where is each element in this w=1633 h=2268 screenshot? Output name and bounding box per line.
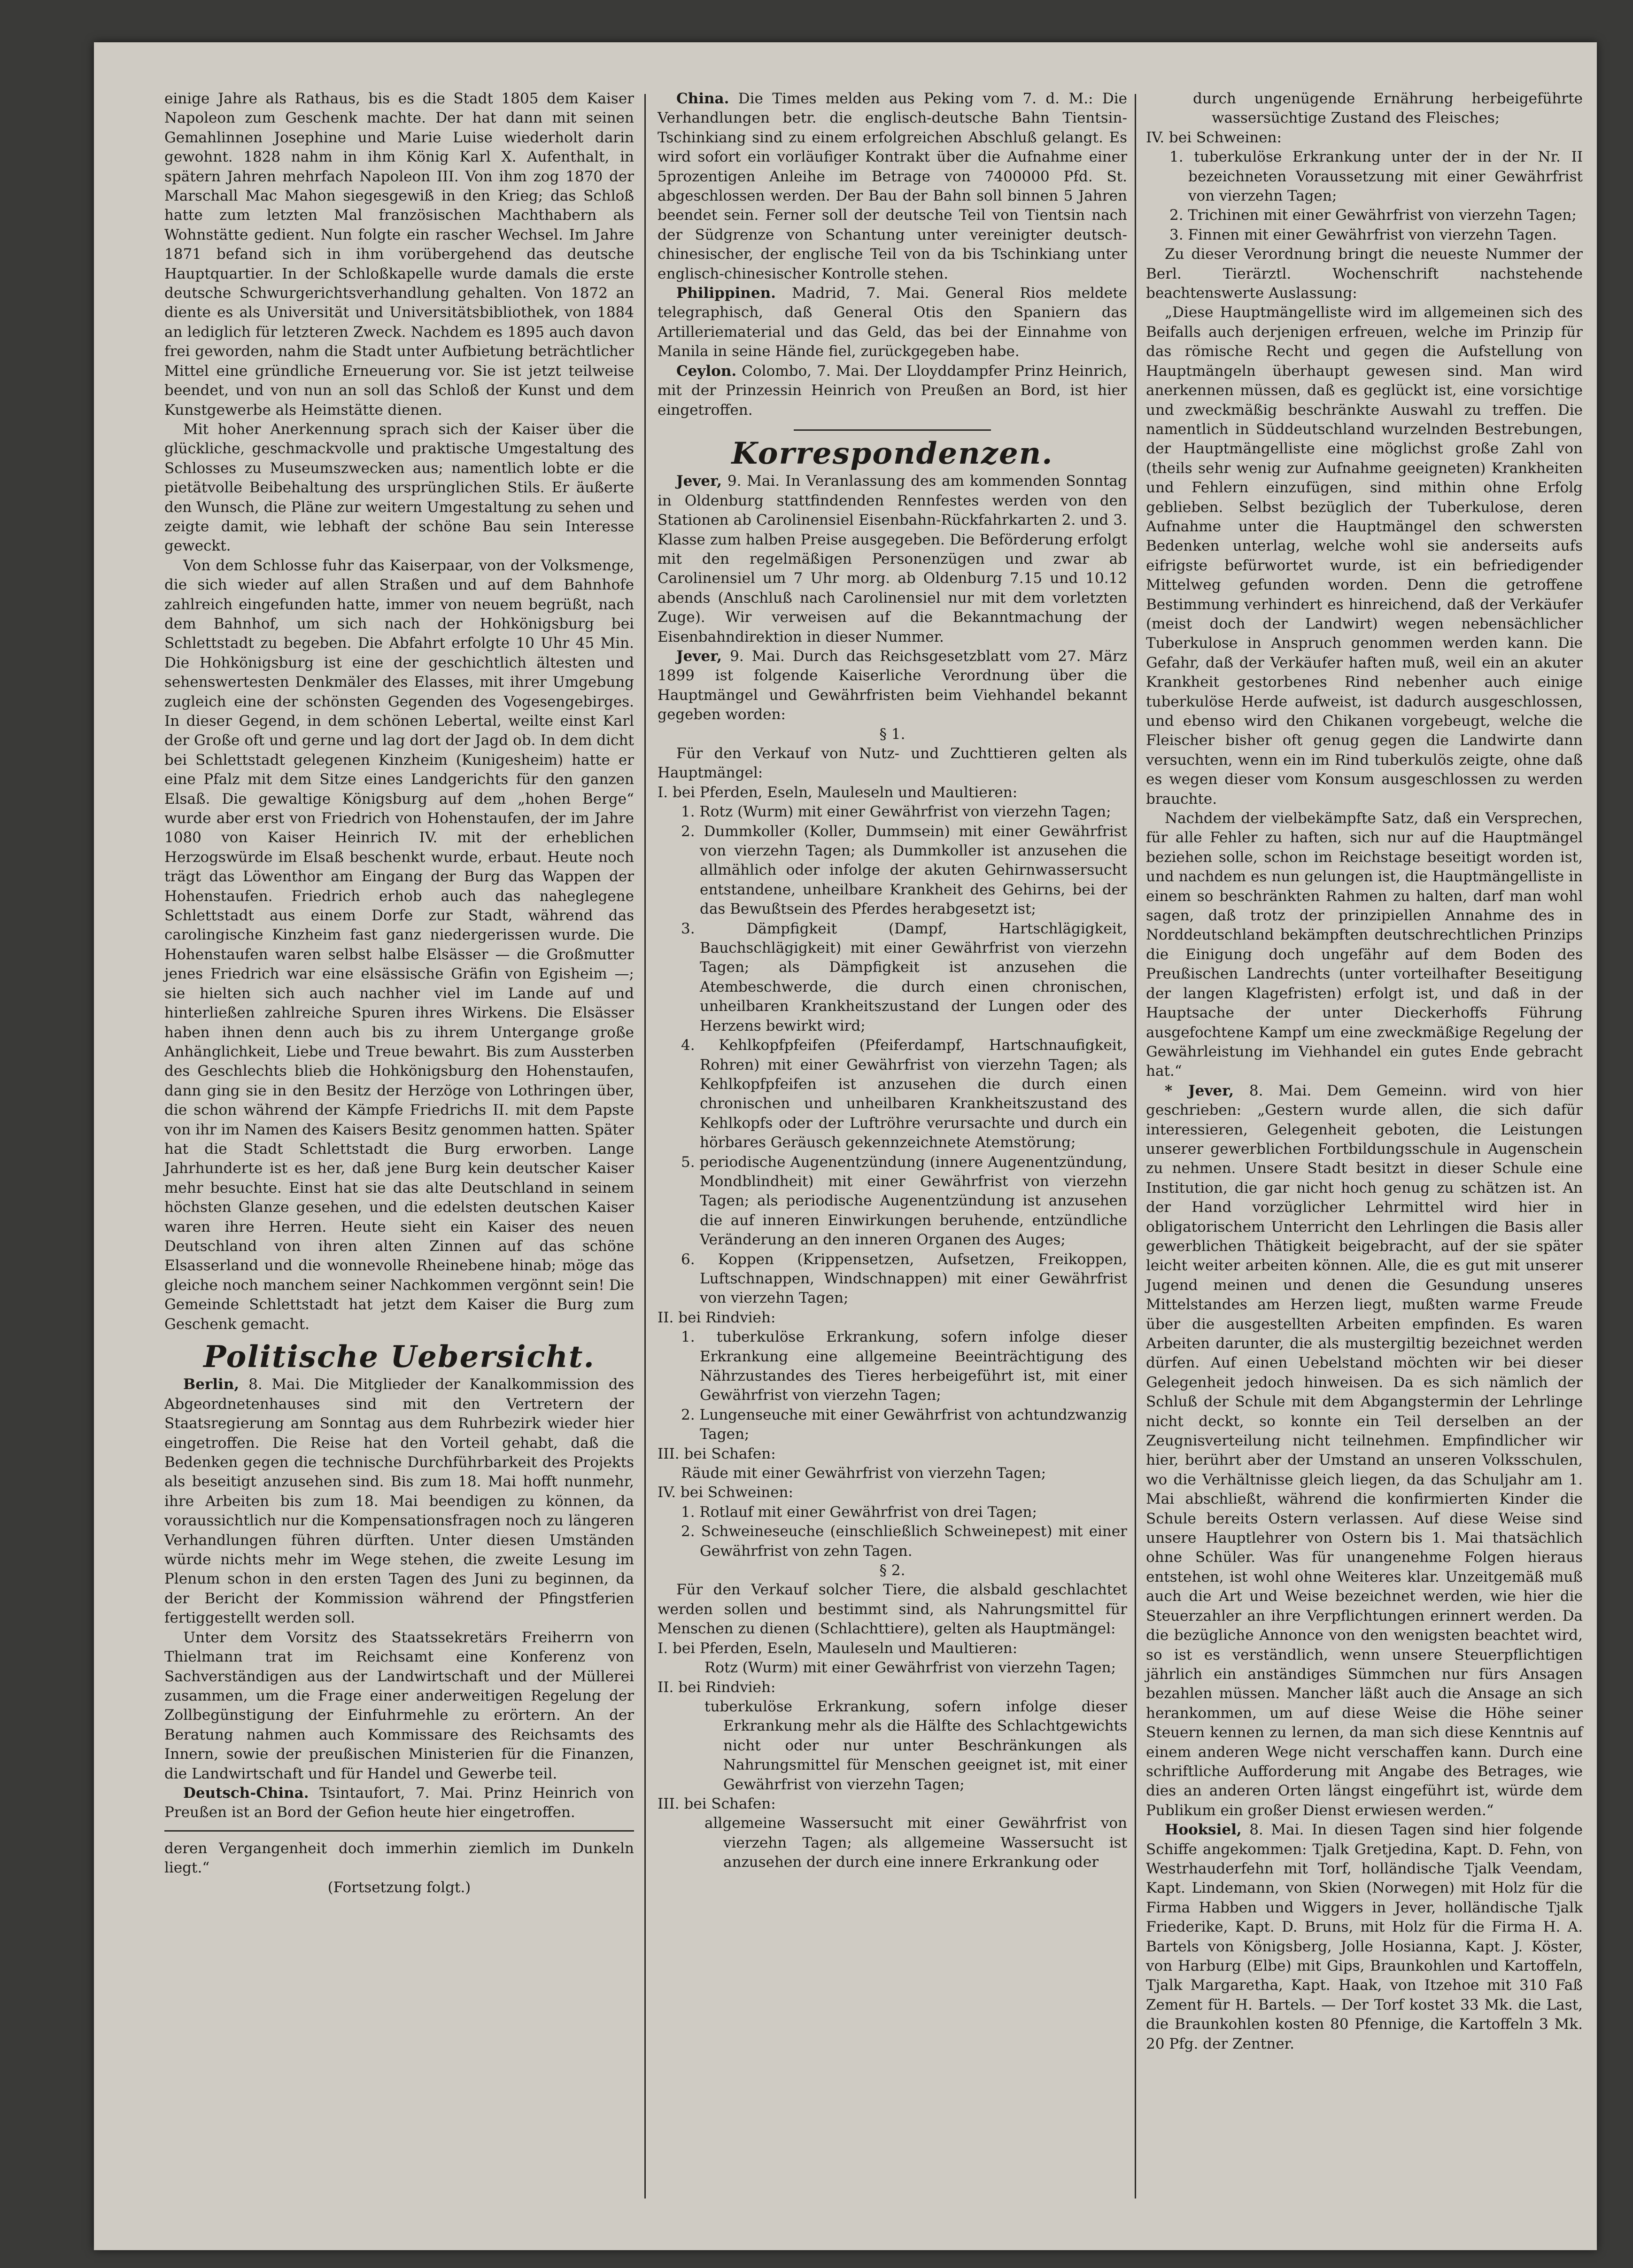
news-item-philippinen [658,284,1127,362]
separator-rule [794,429,991,431]
regulation-item: Räude mit einer Gewährfrist von vierzehn Tagen; [681,1465,1046,1482]
paragraph-number: § 2. [879,1562,906,1579]
news-item-china [658,89,1127,284]
regulation-item: 2. Lungenseuche mit einer Gewährfrist von achtundzwanzig Tagen; [681,1406,1127,1443]
news-item-jever [1146,1081,1583,1820]
regulation-item: 3. Finnen mit einer Gewährfrist von vierzehn Tagen. [1169,226,1557,243]
news-item-deutsch-china [164,1784,634,1823]
regulation-item: 2. Dummkoller (Koller, Dummsein) mit einer Gewährfrist von vierzehn Tagen; als Dummkoller ist anzusehen die allmählich oder infolge der akuten Gehirnwassersucht entstandene, unheilbare Krankheit des Gehirns, bei der das Bewußtsein des Pferdes herabgesetzt ist; [681,823,1127,918]
news-item-hooksiel [1146,1820,1583,2054]
news-text: 9. Mai. Durch das Reichsgesetzblatt vom 27. März 1899 ist folgende Kaiserliche Verordnung über die Hauptmängel und Gewährfristen beim Viehhandel bekannt gegeben worden: [658,647,1127,723]
article-text: „Diese Hauptmängelliste wird im allgemeinen sich des Beifalls auch derjenigen erfreuen, welche im Prinzip für das römische Recht und gegen die Aufstellung von Hauptmängeln überhaupt gewesen sind. Man wird anerkennen müssen, daß es geglückt ist, eine vorsichtige und zweckmäßig beschränkte Auswahl zu treffen. Die namentlich in Süddeutschland wurzelnden Bestrebungen, der Hauptmängelliste eine möglichst große Zahl von (theils sehr wenig zur Aufnahme geeigneten) Krankheiten und Fehlern einzufügen, sind mithin ohne Erfolg geblieben. Selbst bezüglich der Tuberkulose, deren Aufnahme unter die Hauptmängel den schwersten Bedenken unterlag, welche wohl sie anderseits aufs eifrigste befürwortet wurde, ist ein befriedigender Mittelweg gefunden worden. Denn die getroffene Bestimmung verhindert es hinreichend, daß der Verkäufer (meist doch der Landwirt) wegen nebensächlicher Tuberkulose in Anspruch genommen werden kann. Die Gefahr, daß der Verkäufer haften muß, weil ein an akuter Krankheit gestorbenes Rind nebenher auch einige tuberkulöse Herde aufweist, ist dadurch ausgeschlossen, und ebenso wird den Chikanen vorgebeugt, welche die Fleischer bisher oft genug gegen die Landwirte dann versuchten, wenn ein im Rind tuberkulös zeigte, ohne daß es wegen dieser vom Konsum ausgeschlossen zu werden brauchte. [1146,304,1583,808]
news-item-ceylon [658,362,1127,420]
article-text: Von dem Schlosse fuhr das Kaiserpaar, von der Volksmenge, die sich wieder auf allen Straßen und auf dem Bahnhofe zahlreich eingefunden hatte, immer von neuem begrüßt, nach dem Bahnhof, um sich nach der Hohkönigsburg bei Schlettstadt zu begeben. Die Abfahrt erfolgte 10 Uhr 45 Min. Die Hohkönigsburg ist eine der geschichtlich ältesten und sehenswertesten Denkmäler des Elasses, mit ihrer Umgebung zugleich eine der schönsten Gegenden des Vogesengebirges. In dieser Gegend, in dem schönen Lebertal, weilte einst Karl der Große oft und gerne und lag dort der Jagd ob. In dem dicht bei Schlettstadt gelegenen Kinzheim (Kunigesheim) hatte er eine Pfalz mit dem Sitze eines Landgerichts für den ganzen Elsaß. Die gewaltige Königsburg auf dem „hohen Berge“ wurde aber erst von Friedrich von Hohenstaufen, der im Jahre 1080 von Kaiser Heinrich IV. mit der erheblichen Herzogswürde im Elsaß beschenkt wurde, erbaut. Heute noch trägt das Löwenthor am Eingang der Burg das Wappen der Hohenstaufen. Friedrich erhob auch das naheglegene Schlettstadt aus einem Dorfe zur Stadt, während das carolingische Kinzheim fast ganz niedergerissen wurde. Die Hohenstaufen waren selbst halbe Elsässer — die Großmutter jenes Friedrich war eine elsässische Gräfin von Egisheim —; sie hielten sich auch nachher viel im Lande auf und hinterließen zahlreiche Spuren ihres Wirkens. Die Elsässer haben ihnen denn auch bis zu ihrem Untergange große Anhänglichkeit, Liebe und Treue bewahrt. Bis zum Aussterben des Geschlechts blieb die Hohkönigsburg den Hohenstaufen, dann ging sie in den Besitz der Herzöge von Lothringen über, die schon während der Kämpfe Friedrichs II. mit dem Papste von ihr im Namen des Kaisers Besitz genommen hatten. Später hat die Stadt Schlettstadt die Burg erworben. Lange Jahrhunderte ist es her, daß jene Burg kein deutscher Kaiser mehr besuchte. Einst hat sie das alte Deutschland in seinem höchsten Glanze gesehen, und die edelsten deutschen Kaiser waren ihre Herren. Heute sieht ein Kaiser des neuen Deutschland von ihren alten Zinnen auf das schöne Elsasserland und die wonnevolle Rheinebene hinab; möge das gleiche noch manchem seiner Nachkommen vergönnt sein! Die Gemeinde Schlettstadt hat jetzt dem Kaiser die Burg zum Geschenk gemacht. [164,557,634,1333]
news-text: 8. Mai. Dem Gemeinn. wird von hier geschrieben: „Gestern wurde allen, die sich dafür interessieren, Gelegenheit geboten, die Leistungen unserer gewerblichen Fortbildungsschule in Augenschein zu nehmen. Unsere Stadt besitzt in dieser Schule eine Institution, die gar nicht hoch genug zu schätzen ist. An der Hand vorzüglicher Lehrmittel wird hier in obligatorischem Unterricht den Lehrlingen die Basis aller gewerblichen Thätigkeit beigebracht, auf der sie später leicht weiter arbeiten können. Alle, die es gut mit unserer Jugend meinen und denen die Gesundung unseres Mittelstandes am Herzen liegt, mußten warme Freude über die ausgestellten Arbeiten empfinden. Es waren Arbeiten darunter, die als mustergiltig bezeichnet werden dürfen. Auf einen Uebelstand möchten wir bei dieser Gelegenheit jedoch hinweisen. Da es sich nämlich der Schluß der Schule mit dem Abgangstermin der Lehrlinge nicht deckt, so konnte ein Teil derselben an der Zeugnisverteilung nicht teilnehmen. Empfindlicher wir hier, berührt aber der Umstand an unseren Volksschulen, wo die Verhältnisse gleich liegen, da das Schuljahr am 1. Mai abschließt, während die konfirmierten Kinder die Schule bereits Ostern verlassen. Auf diese Weise sind unsere Hauptlehrer von Ostern bis 1. Mai thatsächlich ohne Schüler. Was für unangenehme Folgen hieraus entstehen, ist wohl ohne Weiteres klar. Unzeitgemäß muß auch die Art und Weise bezeichnet werden, wie hier die Steuerzahler an ihre Verpflichtungen erinnert werden. Da die bezügliche Annonce von den wenigsten beachtet wird, so ist es verständlich, wenn unsere Steuerpflichtigen jährlich ein anständiges Sümmchen nur fürs Ansagen bezahlen müssen. Mancher läßt auch die Ansage an sich herankommen, um auf diese Weise die Höhe seiner Steuern kennen zu lernen, da man sich diese Kenntnis auf einem anderen Wege nicht verschaffen kann. Durch eine schriftliche Aufforderung mit Angabe des Betrages, wie dies an anderen Orten längst eingeführt ist, würde dem Publikum ein großer Dienst erwiesen werden.“ [1146,1082,1583,1819]
regulation-intro: Für den Verkauf von Nutz- und Zuchttieren gelten als Hauptmängel: [658,745,1127,782]
newspaper-page [94,42,1597,2250]
regulation-item: durch ungenügende Ernährung herbeigeführte wassersüchtige Zustand des Fleisches; [1193,90,1583,127]
column-3 [1146,89,1583,2054]
dateline: Jever, [676,647,722,665]
article-text: Zu dieser Verordnung bringt die neueste Nummer der Berl. Tierärztl. Wochenschrift nachstehende beachtenswerte Auslassung: [1146,246,1583,302]
regulation-heading: III. bei Schafen: [658,1795,776,1812]
regulation-heading: II. bei Rindvieh: [658,1309,776,1326]
regulation-item: 1. tuberkulöse Erkrankung unter der in der Nr. II bezeichneten Voraussetzung mit einer Gewährfrist von vierzehn Tagen; [1169,148,1583,205]
dateline: * Jever, [1165,1082,1234,1099]
article-text: einige Jahre als Rathaus, bis es die Stadt 1805 dem Kaiser Napoleon zum Geschenk machte. Der hat dann mit seinen Gemahlinnen Josephine und Marie Luise wiederholt darin gewohnt. 1828 nahm in ihm König Karl X. Aufenthalt, in spätern Jahren mehrfach Napoleon III. Von ihm zog 1870 der Marschall Mac Mahon siegesgewiß in den Krieg; das Schloß hatte zum letzten Mal französischen Machthabern als Wohnstätte gedient. Nun folgte ein rascher Wechsel. Im Jahre 1871 befand sich in ihm vorübergehend das deutsche Hauptquartier. In der Schloßkapelle wurde damals die erste deutsche Schwurgerichtsverhandlung gehalten. Von 1872 an diente es als Universität und Universitätsbibliothek, von 1884 an lediglich für letzteren Zweck. Nachdem es 1895 auch davon frei geworden, nahm die Stadt unter Aufbietung beträchtlicher Mittel eine gründliche Erneuerung vor. Sie ist jetzt teilweise beendet, und von nun an soll das Schloß der Kunst und dem Kunstgewerbe als Heimstätte dienen. [164,90,634,419]
regulation-heading: I. bei Pferden, Eseln, Mauleseln und Maultieren: [658,784,1018,801]
news-text: Tsintaufort, 7. Mai. Prinz Heinrich von Preußen ist an Bord der Gefion heute hier eingetroffen. [164,1784,634,1821]
column-rule [1135,94,1136,2198]
regulation-item: tuberkulöse Erkrankung, sofern infolge dieser Erkrankung mehr als die Hälfte des Schlachtgewichts nicht oder nur unter Beschränkungen als Nahrungsmittel für Menschen geeignet ist, mit einer Gewährfrist von vierzehn Tagen; [704,1698,1127,1793]
separator-rule [164,1830,634,1832]
dateline: Ceylon. [676,362,737,380]
dateline: Hooksiel, [1165,1821,1242,1839]
news-text: 8. Mai. In diesen Tagen sind hier folgende Schiffe angekommen: Tjalk Gretjedina, Kapt. D. Fehn, von Westrhauderfehn mit Torf, holländische Tjalk Veendam, Kapt. Lindemann, von Skien (Norwegen) mit Holz für die Firma Habben und Wiggers in Jever, holländische Tjalk Friederike, Kapt. D. Bruns, mit Holz für die Firma H. A. Bartels von Königsberg, Jolle Hosianna, Kapt. J. Köster, von Harburg (Elbe) mit Gips, Braunkohlen und Kartoffeln, Tjalk Margaretha, Kapt. Haak, von Itzehoe mit 310 Faß Zement für H. Bartels. — Der Torf kostet 33 Mk. die Last, die Braunkohlen kosten 80 Pfennige, die Kartoffeln 3 Mk. 20 Pfg. der Zentner. [1146,1821,1583,2052]
news-item-jever [658,472,1127,647]
regulation-heading: II. bei Rindvieh: [658,1678,776,1696]
continuation-note: (Fortsetzung folgt.) [327,1879,471,1896]
regulation-item: 1. Rotz (Wurm) mit einer Gewährfrist von vierzehn Tagen; [681,803,1111,821]
section-title: Politische Uebersicht. [203,1339,595,1375]
regulation-item: 1. tuberkulöse Erkrankung, sofern infolge dieser Erkrankung eine allgemeine Beeinträchtigung des Nährzustandes des Tieres herbeigeführt ist, mit einer Gewährfrist von vierzehn Tagen; [681,1328,1127,1404]
article-text: Nachdem der vielbekämpfte Satz, daß ein Versprechen, für alle Fehler zu haften, sich nur auf die Hauptmängel beziehen solle, schon im Reichstage beseitigt worden ist, und nachdem es nun gelungen ist, die Hauptmängelliste in einem so beschränkten Rahmen zu halten, darf man wohl sagen, daß trotz der prinzipiellen Annahme des in Norddeutschland bekämpften deutschrechtlichen Prinzips die Einigung doch ungefähr auf dem Boden des Preußischen Landrechts (unter vorteilhafter Beseitigung der langen Klagefristen) erfolgt ist, und daß in der Hauptsache der unter Dieckerhoffs Führung ausgefochtene Kampf um eine zweckmäßige Regelung der Gewährleistung im Viehhandel ein gutes Ende gebracht hat.“ [1146,810,1583,1080]
regulation-item: Rotz (Wurm) mit einer Gewährfrist von vierzehn Tagen; [704,1659,1116,1677]
dateline: Philippinen. [676,285,776,302]
regulation-item: 5. periodische Augenentzündung (innere Augenentzündung, Mondblindheit) mit einer Gewährfrist von vierzehn Tagen; als periodische Augenentzündung ist anzusehen die auf inneren Einwirkungen beruhende, entzündliche Veränderung an den inneren Organen des Auges; [681,1153,1127,1249]
paragraph-number: § 1. [879,725,906,743]
regulation-item: 6. Koppen (Krippensetzen, Aufsetzen, Freikoppen, Luftschnappen, Windschnappen) mit einer Gewährfrist von vierzehn Tagen; [681,1251,1127,1307]
article-text: Mit hoher Anerkennung sprach sich der Kaiser über die glückliche, geschmackvolle und praktische Umgestaltung des Schlosses zu Museumszwecken aus; namentlich lobte er die pietätvolle Beibehaltung des ursprünglichen Stils. Er äußerte den Wunsch, die Pläne zur weitern Umgestaltung zu sehen und zeigte damit, wie lebhaft der schöne Bau sein Interesse geweckt. [164,420,634,555]
regulation-heading: IV. bei Schweinen: [658,1484,793,1501]
news-text: Madrid, 7. Mai. General Rios meldete telegraphisch, daß General Otis den Spaniern das Artilleriematerial und das Geld, das bei der Einnahme von Manila in seine Hände fiel, zurückgegeben habe. [658,285,1127,360]
dateline: Deutsch-China. [183,1784,309,1802]
column-rule [644,94,646,2198]
regulation-heading: III. bei Schafen: [658,1445,776,1462]
regulation-item: 4. Kehlkopfpfeifen (Pfeiferdampf, Hartschnaufigkeit, Rohren) mit einer Gewährfrist von vierzehn Tagen; als Kehlkopfpfeifen ist anzusehen die durch einen chronischen und unheilbaren Krankheitszustand des Kehlkopfs oder der Luftröhre verursachte und durch ein hörbares Geräusch gekennzeichnete Atemstörung; [681,1037,1127,1151]
dateline: Berlin, [183,1376,240,1393]
serial-text: deren Vergangenheit doch immerhin ziemlich im Dunkeln liegt.“ [164,1840,634,1877]
news-text: Die Times melden aus Peking vom 7. d. M.: Die Verhandlungen betr. die englisch-deutsche Bahn Tientsin-Tschinkiang sind zu einem erfolgreichen Abschluß gelangt. Es wird sofort ein vorläufiger Kontrakt über die Aufnahme einer 5prozentigen Anleihe im Betrage von 7400000 Pfd. St. abgeschlossen werden. Der Bau der Bahn soll binnen 5 Jahren beendet sein. Ferner soll der deutsche Teil von Tientsin nach der Südgrenze von Schantung unter vereinigter deutsch-chinesischer, der englische Teil von da bis Tschinkiang unter englisch-chinesischer Kontrolle stehen. [658,90,1127,282]
dateline: China. [676,90,729,107]
regulation-item: 2. Schweineseuche (einschließlich Schweinepest) mit einer Gewährfrist von zehn Tagen. [681,1523,1127,1560]
regulation-intro: Für den Verkauf solcher Tiere, die alsbald geschlachtet werden sollen und bestimmt sind, als Nahrungsmittel für Menschen zu dienen (Schlachttiere), gelten als Hauptmängel: [658,1581,1127,1638]
regulation-item: 2. Trichinen mit einer Gewährfrist von vierzehn Tagen; [1169,207,1577,224]
regulation-item: 1. Rotlauf mit einer Gewährfrist von drei Tagen; [681,1503,1037,1521]
section-title: Korrespondenzen. [731,435,1053,471]
news-item-berlin [164,1375,634,1628]
regulation-item: allgemeine Wassersucht mit einer Gewährfrist von vierzehn Tagen; als allgemeine Wassersucht ist anzusehen der durch eine innere Erkrankung oder [704,1815,1127,1871]
regulation-heading: IV. bei Schweinen: [1146,129,1282,146]
regulation-item: 3. Dämpfigkeit (Dampf, Hartschlägigkeit, Bauchschlägigkeit) mit einer Gewährfrist von vierzehn Tagen; als Dämpfigkeit ist anzusehen die Atembeschwerde, die durch einen chronischen, unheilbaren Krankheitszustand der Lungen oder des Herzens bewirkt wird; [681,920,1127,1034]
news-text: 8. Mai. Die Mitglieder der Kanalkommission des Abgeordnetenhauses sind mit den Vertretern der Staatsregierung am Sonntag aus dem Ruhrbezirk wieder hier eingetroffen. Die Reise hat den Vorteil gehabt, daß die Bedenken gegen die technische Durchführbarkeit des Projekts als beseitigt anzusehen sind. Bis zum 18. Mai hofft nunmehr, ihre Arbeiten bis zum 18. Mai beendigen zu können, da voraussichtlich nur die Kompensationsfragen noch zu längeren Verhandlungen führen dürften. Unter diesen Umständen würde nichts mehr im Wege stehen, die zweite Lesung im Plenum schon in den ersten Tagen des Juni zu beginnen, da der Bericht der Kommission während der Pfingstferien fertiggestellt werden soll. [164,1376,634,1627]
dateline: Jever, [676,473,722,490]
news-item-text: Unter dem Vorsitz des Staatssekretärs Freiherrn von Thielmann trat im Reichsamt eine Konferenz von Sachverständigen aus der Landwirtschaft und der Müllerei zusammen, um die Frage einer anderweitigen Regelung der Zollbegünstigung der Einfuhrmehle zu erörtern. An der Beratung nahmen auch Kommissare des Reichsamts des Innern, sowie der preußischen Ministerien für die Finanzen, die Landwirtschaft und für Handel und Gewerbe teil. [164,1629,634,1782]
news-item-jever [658,647,1127,725]
news-text: Colombo, 7. Mai. Der Lloyddampfer Prinz Heinrich, mit der Prinzessin Heinrich von Preußen an Bord, ist hier eingetroffen. [658,362,1127,419]
news-text: 9. Mai. In Veranlassung des am kommenden Sonntag in Oldenburg stattfindenden Rennfestes werden von den Stationen ab Carolinensiel Eisenbahn-Rückfahrkarten 2. und 3. Klasse zum halben Preise ausgegeben. Die Beförderung erfolgt mit den regelmäßigen Personenzügen und zwar ab Carolinensiel um 7 Uhr morg. ab Oldenburg 7.15 und 10.12 abends (Anschluß nach Carolinensiel nur mit dem vorletzten Zuge). Wir verweisen auf die Bekanntmachung der Eisenbahndirektion in dieser Nummer. [658,473,1127,645]
regulation-heading: I. bei Pferden, Eseln, Mauleseln und Maultieren: [658,1639,1018,1657]
column-2 [658,89,1127,1872]
column-1 [164,89,634,1897]
